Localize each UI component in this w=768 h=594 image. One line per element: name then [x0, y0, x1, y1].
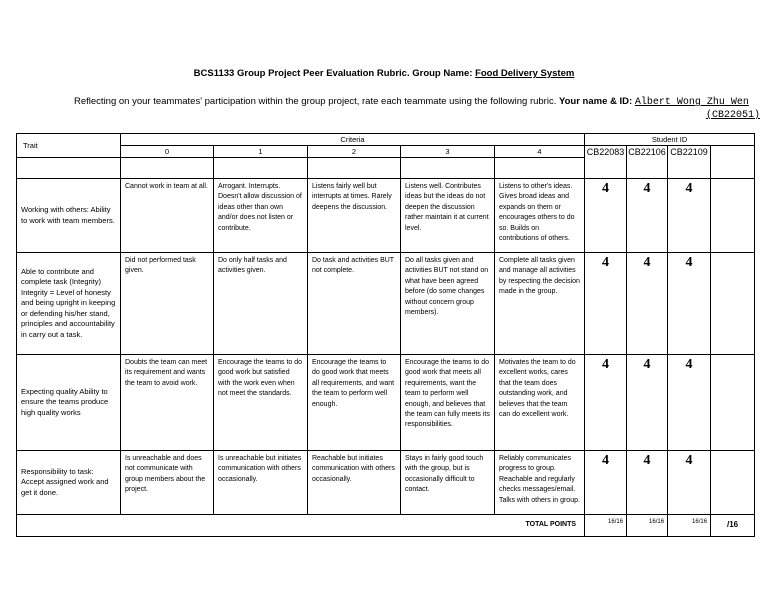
criteria-cell: Encourage the teams to do good work that meets all requirements, want the team to perform well enough, and believes that the team can fully meets its responsibilities. [401, 355, 495, 451]
name-value: Albert Wong Zhu Wen [634, 97, 749, 108]
total-row [17, 515, 755, 537]
score-cell: 4 [585, 451, 627, 515]
criteria-cell: Do task and activities BUT not complete. [308, 253, 401, 355]
total-value: 16/16 [668, 515, 711, 537]
criteria-spacer [121, 158, 214, 179]
score-cell: 4 [668, 179, 711, 253]
student-id-4 [711, 146, 755, 179]
trait-cell: Able to contribute and complete task (Integrity) Integrity = Level of honesty and being upright in keeping or defending his/her stand, principles and accountability in carry out a task. [17, 253, 121, 355]
score-cell [711, 179, 755, 253]
score-cell: 4 [627, 355, 668, 451]
instructions-text: Reflecting on your teammates' participation within the group project, rate each teammate using the following rubric. [74, 96, 557, 107]
level-2: 2 [308, 146, 401, 158]
student-id-header: Student ID [585, 134, 755, 146]
table-row [17, 253, 755, 355]
level-0: 0 [121, 146, 214, 158]
score-cell [711, 253, 755, 355]
trait-spacer [17, 158, 121, 179]
criteria-cell: Arrogant. Interrupts. Doesn't allow discussion of ideas other than own and/or does not listen or contribute. [214, 179, 308, 253]
score-cell: 4 [668, 253, 711, 355]
criteria-cell: Reliably communicates progress to group. Reachable and regularly checks messages/email. Talks with others in group. [495, 451, 585, 515]
score-cell: 4 [627, 253, 668, 355]
student-id-1: CB22083 [585, 146, 627, 179]
criteria-cell: Encourage the teams to do good work that meets all requirements, and want the team to perform well enough. [308, 355, 401, 451]
page-title [0, 68, 768, 79]
level-3: 3 [401, 146, 495, 158]
criteria-cell: Listens to other's ideas. Gives broad ideas and expands on them or encourages others to do so. Builds on contributions of others. [495, 179, 585, 253]
criteria-cell: Is unreachable but initiates communication with others occasionally. [214, 451, 308, 515]
criteria-cell: Is unreachable and does not communicate with group members about the project. [121, 451, 214, 515]
name-label: Your name & ID: [558, 96, 633, 107]
criteria-header: Criteria [121, 134, 585, 146]
student-id-3: CB22109 [668, 146, 711, 179]
criteria-cell: Listens well. Contributes ideas but the ideas do not deepen the discussion rather maintain it at current level. [401, 179, 495, 253]
criteria-cell: Doubts the team can meet its requirement and wants the team to avoid work. [121, 355, 214, 451]
score-cell: 4 [668, 355, 711, 451]
header-row-2 [17, 146, 755, 158]
student-id-2: CB22106 [627, 146, 668, 179]
criteria-cell: Listens fairly well but interrupts at times. Rarely deepens the discussion. [308, 179, 401, 253]
criteria-cell: Motivates the team to do excellent works, cares that the team does outstanding work, and believes that the team can do excellent work. [495, 355, 585, 451]
rubric-table [16, 133, 755, 537]
instructions [74, 96, 760, 122]
trait-header: Trait [17, 134, 121, 158]
criteria-cell: Reachable but initiates communication with others occasionally. [308, 451, 401, 515]
criteria-cell: Stays in fairly good touch with the group, but is occasionally difficult to contact. [401, 451, 495, 515]
trait-cell: Expecting quality Ability to ensure the teams produce high quality works [17, 355, 121, 451]
criteria-cell: Complete all tasks given and manage all activities by respecting the decision made in the group. [495, 253, 585, 355]
table-row [17, 179, 755, 253]
trait-cell: Working with others: Ability to work with team members. [17, 179, 121, 253]
score-cell: 4 [668, 451, 711, 515]
table-row [17, 355, 755, 451]
score-cell: 4 [627, 451, 668, 515]
total-value: 16/16 [627, 515, 668, 537]
id-value: (CB22051) [705, 110, 760, 121]
score-cell [711, 355, 755, 451]
total-points-label: TOTAL POINTS [17, 515, 585, 537]
score-cell: 4 [585, 355, 627, 451]
criteria-cell: Cannot work in team at all. [121, 179, 214, 253]
trait-cell: Responsibility to task: Accept assigned work and get it done. [17, 451, 121, 515]
level-4: 4 [495, 146, 585, 158]
score-cell: 4 [585, 179, 627, 253]
criteria-cell: Did not performed task given. [121, 253, 214, 355]
score-cell [711, 451, 755, 515]
table-row [17, 451, 755, 515]
title-prefix: BCS1133 Group Project Peer Evaluation Rubric. Group Name: [193, 68, 476, 79]
criteria-cell: Do only half tasks and activities given. [214, 253, 308, 355]
score-cell: 4 [585, 253, 627, 355]
criteria-cell: Do all tasks given and activities BUT not stand on what have been agreed before (do some changes without concern group members). [401, 253, 495, 355]
total-value: 16/16 [585, 515, 627, 537]
score-cell: 4 [627, 179, 668, 253]
group-name: Food Delivery System [475, 68, 575, 79]
total-value: /16 [711, 515, 755, 537]
level-1: 1 [214, 146, 308, 158]
criteria-cell: Encourage the teams to do good work but satisfied with the work even when not meet the standards. [214, 355, 308, 451]
header-row-1 [17, 134, 755, 146]
